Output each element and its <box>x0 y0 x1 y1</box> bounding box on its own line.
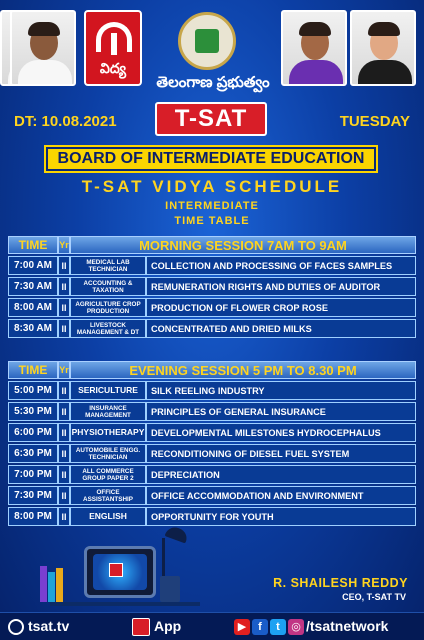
year-header: Yr <box>58 236 70 254</box>
slot-time: 7:00 PM <box>8 465 58 484</box>
year-cell: II <box>58 277 70 296</box>
year-cell: II <box>58 381 70 400</box>
year-cell: II <box>58 486 70 505</box>
pen-holder-icon <box>160 576 180 602</box>
subject-cell: MEDICAL LAB TECHNICIAN <box>70 256 146 275</box>
slot-time: 7:00 AM <box>8 256 58 275</box>
schedule-row <box>8 486 416 505</box>
schedule-row <box>8 402 416 421</box>
topic-cell: RECONDITIONING OF DIESEL FUEL SYSTEM <box>146 444 416 463</box>
social-handle[interactable]: /tsatnetwork <box>306 618 389 634</box>
year-cell: II <box>58 402 70 421</box>
globe-icon <box>8 619 24 635</box>
government-title: తెలంగాణ ప్రభుత్వం <box>156 74 270 91</box>
books-icon <box>40 564 66 602</box>
subject-cell: SERICULTURE <box>70 381 146 400</box>
facebook-icon[interactable]: f <box>252 619 268 635</box>
topic-cell: OFFICE ACCOMMODATION AND ENVIRONMENT <box>146 486 416 505</box>
tsat-logo: T-SAT <box>155 102 267 136</box>
morning-table-header <box>8 236 416 254</box>
schedule-subtitle-intermediate: INTERMEDIATE <box>165 200 259 212</box>
slot-time: 7:30 PM <box>8 486 58 505</box>
schedule-row <box>8 423 416 442</box>
slot-time: 7:30 AM <box>8 277 58 296</box>
subject-cell: ENGLISH <box>70 507 146 526</box>
morning-schedule-table <box>8 236 416 340</box>
leader-photo-4 <box>350 10 416 86</box>
youtube-icon[interactable]: ▶ <box>234 619 250 635</box>
year-cell: II <box>58 319 70 338</box>
schedule-row <box>8 465 416 484</box>
subject-cell: AGRICULTURE CROP PRODUCTION <box>70 298 146 317</box>
government-emblem <box>178 12 236 70</box>
year-cell: II <box>58 298 70 317</box>
leader-photo-1-frame <box>10 10 76 86</box>
schedule-row <box>8 277 416 296</box>
website-link[interactable]: tsat.tv <box>28 618 70 634</box>
topic-cell: DEVELOPMENTAL MILESTONES HYDROCEPHALUS <box>146 423 416 442</box>
topic-cell: PRODUCTION OF FLOWER CROP ROSE <box>146 298 416 317</box>
subject-cell: PHYSIOTHERAPY <box>70 423 146 442</box>
book-icon <box>96 22 132 52</box>
slot-time: 6:00 PM <box>8 423 58 442</box>
ceo-title: CEO, T-SAT TV <box>342 592 406 602</box>
footer-bar <box>0 612 424 640</box>
topic-cell: SILK REELING INDUSTRY <box>146 381 416 400</box>
evening-table-header <box>8 361 416 379</box>
subject-cell: ALL COMMERCE GROUP PAPER 2 <box>70 465 146 484</box>
monitor-icon <box>84 546 156 598</box>
year-cell: II <box>58 444 70 463</box>
broadcast-day: TUESDAY <box>339 113 410 130</box>
year-cell: II <box>58 423 70 442</box>
topic-cell: OPPORTUNITY FOR YOUTH <box>146 507 416 526</box>
topic-cell: COLLECTION AND PROCESSING OF FACES SAMPLES <box>146 256 416 275</box>
slot-time: 5:00 PM <box>8 381 58 400</box>
app-link[interactable]: App <box>154 618 182 634</box>
slot-time: 8:30 AM <box>8 319 58 338</box>
time-header: TIME <box>8 361 58 379</box>
subject-cell: INSURANCE MANAGEMENT <box>70 402 146 421</box>
schedule-subtitle-timetable: TIME TABLE <box>174 215 250 227</box>
subject-cell: AUTOMOBILE ENGG. TECHNICIAN <box>70 444 146 463</box>
slot-time: 8:00 AM <box>8 298 58 317</box>
year-cell: II <box>58 507 70 526</box>
slot-time: 8:00 PM <box>8 507 58 526</box>
instagram-icon[interactable]: ◎ <box>288 619 304 635</box>
evening-schedule-table <box>8 361 416 528</box>
subject-cell: OFFICE ASSISTANTSHIP <box>70 486 146 505</box>
slot-time: 6:30 PM <box>8 444 58 463</box>
time-header: TIME <box>8 236 58 254</box>
subject-cell: LIVESTOCK MANAGEMENT & DT <box>70 319 146 338</box>
twitter-icon[interactable]: t <box>270 619 286 635</box>
lamp-icon <box>158 528 188 556</box>
schedule-row <box>8 507 416 526</box>
schedule-title: T-SAT VIDYA SCHEDULE <box>81 177 343 196</box>
desk-illustration <box>40 528 190 608</box>
schedule-row <box>8 298 416 317</box>
broadcast-date: DT: 10.08.2021 <box>14 113 117 130</box>
evening-session-header: EVENING SESSION 5 PM TO 8.30 PM <box>70 361 416 379</box>
schedule-row <box>8 381 416 400</box>
vidya-label: విద్య <box>99 60 127 76</box>
schedule-row <box>8 256 416 275</box>
topic-cell: PRINCIPLES OF GENERAL INSURANCE <box>146 402 416 421</box>
topic-cell: REMUNERATION RIGHTS AND DUTIES OF AUDITOR <box>146 277 416 296</box>
topic-cell: DEPRECIATION <box>146 465 416 484</box>
year-header: Yr <box>58 361 70 379</box>
leader-photo-3 <box>281 10 347 86</box>
slot-time: 5:30 PM <box>8 402 58 421</box>
year-cell: II <box>58 256 70 275</box>
vidya-logo <box>84 10 142 86</box>
schedule-row <box>8 444 416 463</box>
year-cell: II <box>58 465 70 484</box>
subject-cell: ACCOUNTING & TAXATION <box>70 277 146 296</box>
app-logo-icon <box>132 618 150 636</box>
ceo-name: R. SHAILESH REDDY <box>273 576 408 590</box>
board-title: BOARD OF INTERMEDIATE EDUCATION <box>46 147 376 171</box>
schedule-row <box>8 319 416 338</box>
morning-session-header: MORNING SESSION 7AM TO 9AM <box>70 236 416 254</box>
topic-cell: CONCENTRATED AND DRIED MILKS <box>146 319 416 338</box>
